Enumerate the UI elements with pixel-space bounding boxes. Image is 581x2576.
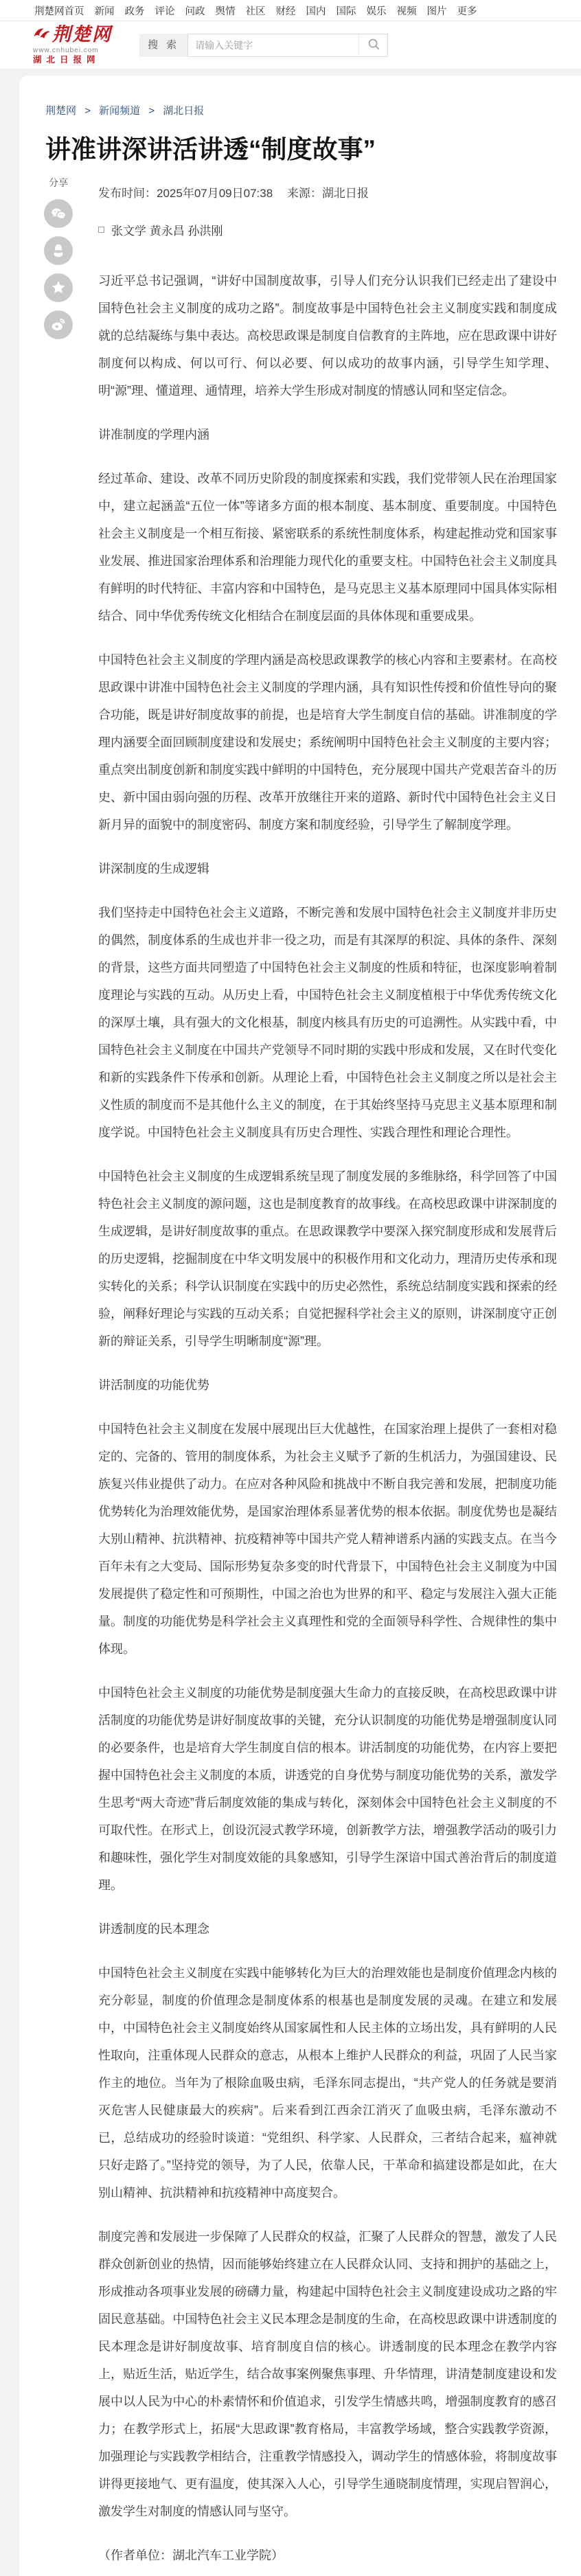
search-button[interactable] <box>358 34 387 56</box>
qzone-share-icon[interactable] <box>44 273 73 302</box>
topnav-link[interactable]: 视频 <box>396 5 417 17</box>
article-paragraph: （作者单位：湖北汽车工业学院） <box>98 2549 284 2562</box>
article-body <box>98 267 557 2569</box>
search-icon <box>366 36 381 54</box>
topnav-link[interactable]: 评论 <box>155 5 175 17</box>
logo-flame-icon <box>33 25 51 45</box>
topnav-link[interactable]: 国内 <box>306 5 326 17</box>
logo-url: www.cnhubei.com <box>33 46 99 54</box>
article-card <box>19 76 581 2576</box>
topnav-link[interactable]: 图片 <box>426 5 447 17</box>
topnav-link[interactable]: 社区 <box>245 5 266 17</box>
wechat-share-icon[interactable] <box>44 199 73 228</box>
topnav-link[interactable]: 政务 <box>124 5 145 17</box>
search-label: 搜 索 <box>139 34 187 57</box>
site-header <box>0 21 581 69</box>
topnav-link[interactable]: 国际 <box>336 5 356 17</box>
article-paragraph: 中国特色社会主义制度的功能优势是制度强大生命力的直接反映，在高校思政课中讲活制度的功能优势是讲好制度故事的关键，充分认识制度的功能优势是增强制度认同的必要条件，也是培育大学生制度自信的根本。讲活制度的功能优势，在内容上要把握中国特色社会主义制度的本质，讲透党的自身优势与制度功能优势的关系，激发学生思考“两大奇迹”背后制度效能的集成与转化，深刻体会中国特色社会主义制度的不可取代性。在形式上，创设沉浸式教学环境，创新教学方法，增强教学活动的吸引力和趣味性，强化学生对制度效能的具象感知，引导学生深谙中国式善治背后的制度道理。 <box>98 1686 557 1892</box>
article-title: 讲准讲深讲活讲透“制度故事” <box>45 135 376 163</box>
breadcrumb-link-site[interactable]: 荆楚网 <box>45 105 77 117</box>
top-nav <box>0 0 581 21</box>
topnav-link[interactable]: 新闻 <box>94 5 115 17</box>
section-heading: 讲深制度的生成逻辑 <box>98 862 209 876</box>
topnav-link[interactable]: 娱乐 <box>366 5 387 17</box>
article-paragraph: 习近平总书记强调，“讲好中国制度故事，引导人们充分认识我们已经走出了建设中国特色社会主义制度的成功之路”。制度故事是中国特色社会主义制度实践和制度成就的总结凝练与集中表达。高校思政课是制度自信教育的主阵地，应在思政课中讲好制度何以构成、何以可行、何以必要、何以成功的故事内涵，引导学生知学理、明“源”理、懂道理、通情理，培养大学生形成对制度的情感认同和坚定信念。 <box>98 274 557 398</box>
breadcrumb-link-channel[interactable]: 新闻频道 <box>99 105 141 117</box>
author-names: 张文学 黄永昌 孙洪刚 <box>111 225 223 238</box>
article-paragraph: 中国特色社会主义制度的学理内涵是高校思政课教学的核心内容和主要素材。在高校思政课中讲准中国特色社会主义制度的学理内涵，具有知识性传授和价值性导向的聚合功能，既是讲好制度故事的前提，也是培育大学生制度自信的基础。讲准制度的学理内涵要全面回顾制度建设和发展史；系统阐明中国特色社会主义制度的主要内容；重点突出制度创新和制度实践中鲜明的中国特色，充分展现中国共产党艰苦奋斗的历史、新中国由弱向强的历程、改革开放继往开来的道路、新时代中国特色社会主义日新月异的面貌中的制度密码、制度方案和制度经验，引导学生了解制度学理。 <box>98 653 557 832</box>
article-paragraph: 中国特色社会主义制度在发展中展现出巨大优越性，在国家治理上提供了一套相对稳定的、完备的、管用的制度体系，为社会主义赋予了新的生机活力，为强国建设、民族复兴伟业提供了动力。在应对各种风险和挑战中不断自我完善和发展，把制度功能优势转化为治理效能优势，是国家治理体系显著优势的根本依据。制度优势也是凝结大别山精神、抗洪精神、抗疫精神等中国共产党人精神谱系内涵的实践支点。在当今百年未有之大变局、国际形势复杂多变的时代背景下，中国特色社会主义制度为中国发展提供了稳定性和可预期性，中国之治也为世界的和平、稳定与发展注入强大正能量。制度的功能优势是科学社会主义真理性和党的全面领导科学性、合规律性的集中体现。 <box>98 1422 557 1656</box>
article-paragraph: 中国特色社会主义制度的生成逻辑系统呈现了制度发展的多维脉络，科学回答了中国特色社会主义制度的源问题，这也是制度教育的故事线。在高校思政课中讲深制度的生成逻辑，是讲好制度故事的重点。在思政课教学中要深入探究制度形成和发展背后的历史逻辑，挖掘制度在中华文明发展中的积极作用和文化动力，理清历史传承和现实转化的关系；科学认识制度在实践中的历史必然性，系统总结制度实践和探索的经验，阐释好理论与实践的互动关系；自觉把握科学社会主义的原则，讲深制度守正创新的辩证关系，引导学生明晰制度“源”理。 <box>98 1170 557 1348</box>
article-meta <box>98 183 556 201</box>
topnav-link[interactable]: 问政 <box>185 5 205 17</box>
topnav-link[interactable]: 更多 <box>457 5 477 17</box>
topnav-link[interactable]: 荆楚网首页 <box>34 5 84 17</box>
section-heading: 讲透制度的民本理念 <box>98 1922 209 1936</box>
share-column <box>43 176 74 347</box>
article-paragraph: 制度完善和发展进一步保障了人民群众的权益，汇聚了人民群众的智慧，激发了人民群众创新创业的热情，因而能够始终建立在人民群众认同、支持和拥护的基础之上，形成推动各项事业发展的磅礴力量，构建起中国特色社会主义制度建设成功之路的牢固民意基础。中国特色社会主义民本理念是制度的生命，在高校思政课中讲透制度的民本理念是讲好制度故事、培育制度自信的核心。讲透制度的民本理念在教学内容上，贴近生活，贴近学生，结合故事案例聚焦事理、升华情理，讲清楚制度建设和发展中以人民为中心的朴素情怀和价值追求，引发学生情感共鸣，增强制度教育的感召力；在教学形式上，拓展“大思政课”教育格局，丰富教学场域，整合实践教学资源，加强理论与实践教学相结合，注重教学情感投入，调动学生的情感体验，将制度故事讲得更接地气、更有温度，使其深入人心，引导学生通晓制度情理，实现启智润心，激发学生对制度的情感认同与坚守。 <box>98 2230 557 2518</box>
topnav-link[interactable]: 财经 <box>275 5 296 17</box>
article-paragraph: 我们坚持走中国特色社会主义道路，不断完善和发展中国特色社会主义制度并非历史的偶然，制度体系的生成也并非一役之功，而是有其深厚的积淀、具体的条件、深刻的背景，这些方面共同塑造了中国特色社会主义制度的性质和特征，也深度影响着制度理论与实践的互动。从历史上看，中国特色社会主义制度植根于中华优秀传统文化的深厚土壤，具有强大的文化根基，制度内核具有历史的可追溯性。从实践中看，中国特色社会主义制度在中国共产党领导不同时期的实践中形成和发展，又在时代变化和新的实践条件下传承和创新。从理论上看，中国特色社会主义制度之所以是社会主义性质的制度而不是其他什么主义的制度，在于其始终坚持马克思主义基本原理和制度学说。中国特色社会主义制度具有历史合理性、实践合理性和理论合理性。 <box>98 906 557 1139</box>
weibo-share-icon[interactable] <box>44 310 73 339</box>
search-bar <box>139 34 388 57</box>
qq-share-icon[interactable] <box>44 236 73 265</box>
share-label: 分享 <box>49 177 68 188</box>
section-heading: 讲准制度的学理内涵 <box>98 428 209 442</box>
article-source: 来源：湖北日报 <box>286 187 369 200</box>
topnav-link[interactable]: 舆情 <box>215 5 236 17</box>
breadcrumb-link-section[interactable]: 湖北日报 <box>163 105 205 117</box>
author-bullet-icon <box>98 227 104 233</box>
section-heading: 讲活制度的功能优势 <box>98 1378 209 1392</box>
breadcrumb-separator: > <box>148 105 155 117</box>
article-paragraph: 经过革命、建设、改革不同历史阶段的制度探索和实践，我们党带领人民在治理国家中，建立起涵盖“五位一体”等诸多方面的根本制度、基本制度、重要制度。中国特色社会主义制度是一个相互衔接、紧密联系的系统性制度体系，构建起推动党和国家事业发展、推进国家治理体系和治理能力现代化的重要支柱。中国特色社会主义制度具有鲜明的时代特征、丰富内容和中国特色，是马克思主义基本原理同中国具体实际相结合、同中华优秀传统文化相结合在制度层面的具体体现和重要成果。 <box>98 472 557 623</box>
logo-text: 荆楚网 <box>52 24 112 45</box>
article-paragraph: 中国特色社会主义制度在实践中能够转化为巨大的治理效能也是制度价值理念内核的充分彰显，制度的价值理念是制度体系的根基也是制度发展的灵魂。在建立和发展中，中国特色社会主义制度始终从国家属性和人民主体的立场出发，具有鲜明的人民性取向，注重体现人民群众的意志，从根本上维护人民群众的利益，巩固了人民当家作主的地位。当年为了根除血吸虫病，毛泽东同志提出，“共产党人的任务就是要消灭危害人民健康最大的疾病”。后来看到江西余江消灭了血吸虫病，毛泽东激动不已，总结成功的经验时谈道：“党组织、科学家、人民群众，三者结合起来，瘟神就只好走路了。”坚持党的领导，为了人民，依靠人民，干革命和搞建设都是如此，在大别山精神、抗洪精神和抗疫精神中高度契合。 <box>98 1966 557 2200</box>
logo-subtitle: 湖北日报网 <box>33 54 100 65</box>
search-box <box>187 34 388 57</box>
search-input[interactable] <box>188 34 358 56</box>
breadcrumb-separator: > <box>84 105 91 117</box>
breadcrumb <box>45 103 556 117</box>
author-line <box>98 221 556 238</box>
publish-time: 发布时间：2025年07月09日07:38 <box>98 187 273 200</box>
site-logo[interactable] <box>33 25 112 65</box>
